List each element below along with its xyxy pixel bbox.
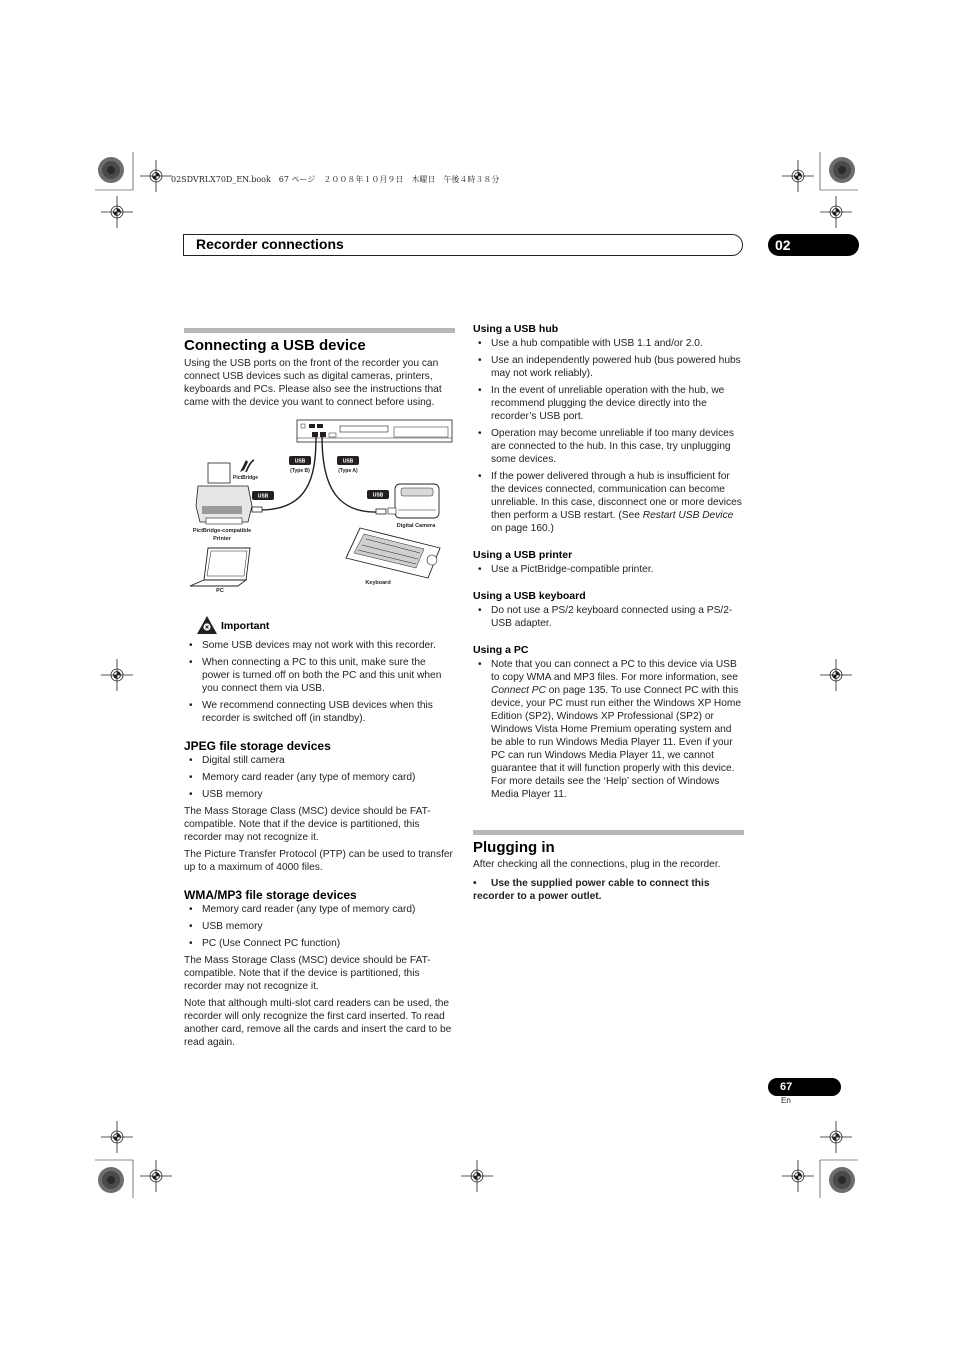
jpeg-title: JPEG file storage devices [184,739,331,753]
chapter-number: 02 [775,237,791,253]
keyboard-illustration [346,528,440,578]
pictbridge-logo [233,460,258,481]
plugging-step-bullet: • [473,878,477,889]
recorder-front-panel [297,420,452,442]
jpeg-item: • USB memory [184,788,455,801]
important-item: • Some USB devices may not work with this recorder. [184,639,455,652]
important-heading [184,615,455,637]
wma-paragraph-multislot: Note that although multi-slot card readers can be used, the recorder will only recognize the first card inserted. To read another card, remove all the cards and insert the card to be read again. [184,998,452,1048]
jpeg-item: • Digital still camera [184,754,455,767]
page-number: 67 [780,1081,793,1093]
pc-item: • Note that you can connect a PC to this device via USB to copy WMA and MP3 files. For more information, see Connect PC on page 135. To use Connect PC with this device, your PC must run either the Windows XP Home Edition (SP2), Windows XP Professional (SP2) or Windows Vista Home Premium operating system and be able to run Windows Media Player 11. Even if your PC can run Windows Media Player 11, we cannot guarantee that it will function properly with this device. For more details see the ‘Help’ section of Windows Media Player 11. [473,658,745,801]
usb-type-a-note: (Type A) [338,468,358,474]
jpeg-list [184,754,455,801]
plugging-step [473,877,744,903]
wma-title: WMA/MP3 file storage devices [184,888,357,902]
left-column-lower [184,615,455,1053]
printer-illustration [196,463,252,524]
keyboard-title: Using a USB keyboard [473,590,586,602]
restart-usb-reference: Restart USB Device [642,510,734,521]
usb-type-b-tag: USB [294,458,306,465]
printer-label-2: Printer [213,536,231,542]
usb-connection-diagram [188,418,454,603]
plugging-title: Plugging in [473,839,555,856]
hub-item: • Use a hub compatible with USB 1.1 and/or 2.0. [473,337,745,350]
pc-title: Using a PC [473,644,529,656]
printer-list [473,563,745,576]
plugging-step-text: Use the supplied power cable to connect this recorder to a power outlet. [473,878,710,902]
printer-title: Using a USB printer [473,549,573,561]
intro-paragraph: Using the USB ports on the front of the recorder you can connect USB devices such as digital cameras, printers, keyboards and PCs. Please also see the instructions that came with the device you want to connect before using. [184,358,442,408]
jpeg-paragraph-ptp: The Picture Transfer Protocol (PTP) can be used to transfer up to a maximum of 4000 files. [184,849,453,873]
wma-paragraph-msc: The Mass Storage Class (MSC) device should be FAT-compatible. Note that if the device is partitioned, this recorder may not recognize it. [184,955,431,992]
hub-item: • Use an independently powered hub (bus powered hubs may not work reliably). [473,354,745,380]
laptop-illustration [190,548,250,586]
camera-illustration [388,484,439,518]
language-code: En [781,1096,791,1105]
usb-type-b-note: (Type B) [290,468,310,474]
plugging-text: After checking all the connections, plug in the recorder. [473,859,721,870]
wma-list [184,903,455,950]
usb-type-a-tag: USB [342,458,354,465]
hub-item: • In the event of unreliable operation with the hub, we recommend plugging the device directly into the recorder’s USB port. [473,384,745,423]
chapter-title: Recorder connections [196,236,344,252]
hub-list [473,337,745,535]
left-column [184,328,455,413]
keyboard-list [473,604,745,630]
printer-usb-tag: USB [257,493,269,500]
section-rule [473,830,744,835]
pc-label: PC [216,588,224,594]
important-title: Important [221,620,270,632]
hub-title: Using a USB hub [473,323,559,335]
pc-list [473,658,745,801]
jpeg-paragraph-msc: The Mass Storage Class (MSC) device should be FAT-compatible. Note that if the device is partitioned, this recorder may not recognize it. [184,806,431,843]
keyboard-item: • Do not use a PS/2 keyboard connected using a PS/2-USB adapter. [473,604,745,630]
keyboard-label: Keyboard [365,580,391,586]
wma-item: • Memory card reader (any type of memory card) [184,903,455,916]
camera-label: Digital Camera [396,523,436,529]
camera-usb-tag: USB [372,492,384,499]
warning-icon [196,615,218,635]
plugging-section [473,830,744,903]
hub-item: • Operation may become unreliable if too many devices are connected to the hub. In this case, try unplugging some devices. [473,427,745,466]
chapter-header [183,234,743,256]
wma-item: • PC (Use Connect PC function) [184,937,455,950]
svg-text:PictBridge: PictBridge [233,475,259,481]
section-intro [184,357,455,409]
section-title-usb: Connecting a USB device [184,337,366,354]
page-number-badge [768,1078,841,1096]
important-item: • We recommend connecting USB devices when this recorder is switched off (in standby). [184,699,455,725]
printer-item: • Use a PictBridge-compatible printer. [473,563,745,576]
print-slug: 02SDVRLX70D_EN.book 67 ページ ２００８年１０月９日 木曜日 午後４時３８分 [171,175,500,184]
section-rule [184,328,455,333]
important-list [184,639,455,725]
important-item: • When connecting a PC to this unit, make sure the power is turned off on both the PC and this unit when you connect them via USB. [184,656,455,695]
jpeg-item: • Memory card reader (any type of memory card) [184,771,455,784]
right-column [473,323,745,805]
connect-pc-reference: Connect PC [491,685,546,696]
wma-item: • USB memory [184,920,455,933]
chapter-number-badge [768,234,859,256]
printer-label-1: PictBridge-compatible [192,528,252,534]
hub-item: • If the power delivered through a hub is insufficient for the devices connected, communication can become unreliable. In this case, disconnect one or more devices then perform a USB restart. (See Restart USB Device on page 160.) [473,470,745,535]
